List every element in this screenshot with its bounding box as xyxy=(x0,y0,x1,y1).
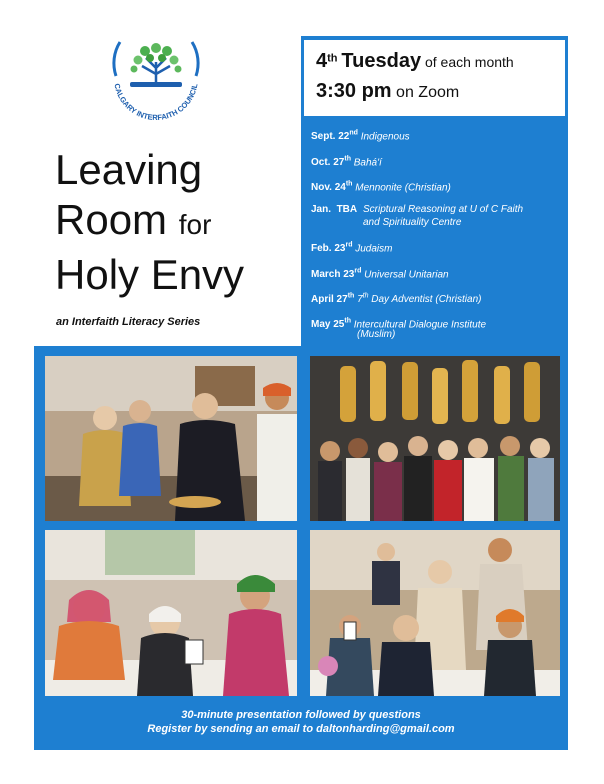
schedule-item: Sept. 22nd Indigenous xyxy=(311,130,410,143)
schedule-item: March 23rd Universal Unitarian xyxy=(311,268,449,281)
photo-women-talking xyxy=(45,530,297,696)
schedule-item: Feb. 23rd Judaism xyxy=(311,242,393,255)
schedule-item: Jan. TBA Scriptural Reasoning at U of C Faith and Spirituality Centre xyxy=(311,204,524,228)
schedule-item: Oct. 27th Bahá'í xyxy=(311,156,382,169)
photo-group-balloons xyxy=(310,356,560,521)
photo-buffet xyxy=(45,356,297,521)
title-line-2: Room for xyxy=(55,196,212,243)
logo-org-name: CALGARY INTERFAITH COUNCIL xyxy=(112,82,200,123)
schedule-item: May 25th Intercultural Dialogue Institute (Muslim) xyxy=(311,318,487,340)
photo-table-group xyxy=(310,530,560,696)
tree-of-faiths-logo-icon xyxy=(100,34,212,126)
title-line-1: Leaving xyxy=(55,146,203,193)
footer-presentation-note: 30-minute presentation followed by questions xyxy=(181,709,421,721)
page-title xyxy=(55,145,295,300)
series-subtitle: an Interfaith Literacy Series xyxy=(56,316,201,328)
meeting-day: 4th Tuesday of each month xyxy=(316,50,514,72)
schedule-item: April 27th 7th Day Adventist (Christian) xyxy=(311,293,482,306)
meeting-time: 3:30 pm on Zoom xyxy=(316,80,460,102)
schedule-item: Nov. 24th Mennonite (Christian) xyxy=(311,181,451,194)
title-line-3: Holy Envy xyxy=(55,251,245,298)
footer-register-note: Register by sending an email to daltonharding@gmail.com xyxy=(147,723,455,735)
logo xyxy=(100,34,212,126)
